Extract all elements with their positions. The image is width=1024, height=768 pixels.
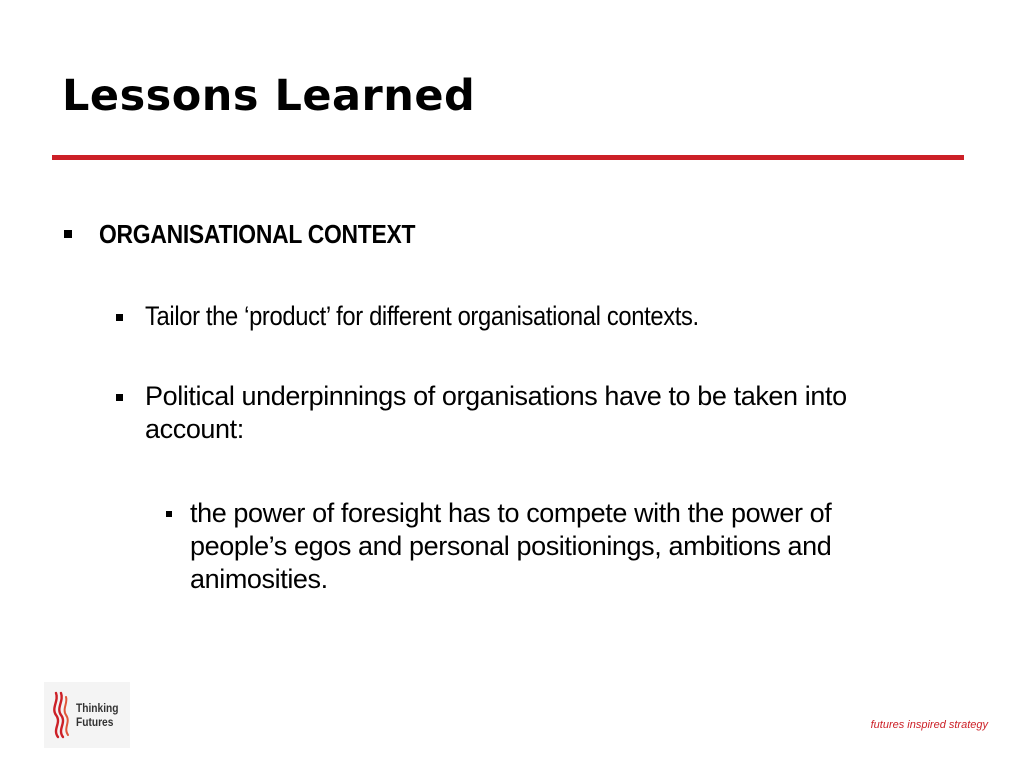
bullet-level2 xyxy=(116,300,976,333)
logo-line-1: Thinking xyxy=(76,701,119,715)
bullet-text: ORGANISATIONAL CONTEXT xyxy=(99,219,416,249)
bullet-text: Political underpinnings of organisations have to be taken into account: xyxy=(145,381,847,444)
flame-swirl-icon xyxy=(50,691,72,739)
slide-title: Lessons Learned xyxy=(62,71,476,121)
bullet-text: the power of foresight has to compete with the power of people’s egos and personal positionings, ambitions and animosities. xyxy=(190,498,832,594)
bullet-text: Tailor the ‘product’ for different organisational contexts. xyxy=(145,301,699,331)
logo-wordmark xyxy=(76,701,119,729)
title-divider xyxy=(52,155,964,160)
footer-tagline: futures inspired strategy xyxy=(870,719,988,731)
bullet-square-icon xyxy=(116,394,123,401)
logo-line-2: Futures xyxy=(76,715,114,729)
bullet-level3 xyxy=(166,497,906,596)
bullet-level1 xyxy=(64,216,944,252)
bullet-square-icon xyxy=(64,230,72,238)
company-logo xyxy=(44,682,130,748)
bullet-level2 xyxy=(116,380,936,446)
bullet-square-icon xyxy=(116,314,123,321)
bullet-square-icon xyxy=(166,511,172,517)
